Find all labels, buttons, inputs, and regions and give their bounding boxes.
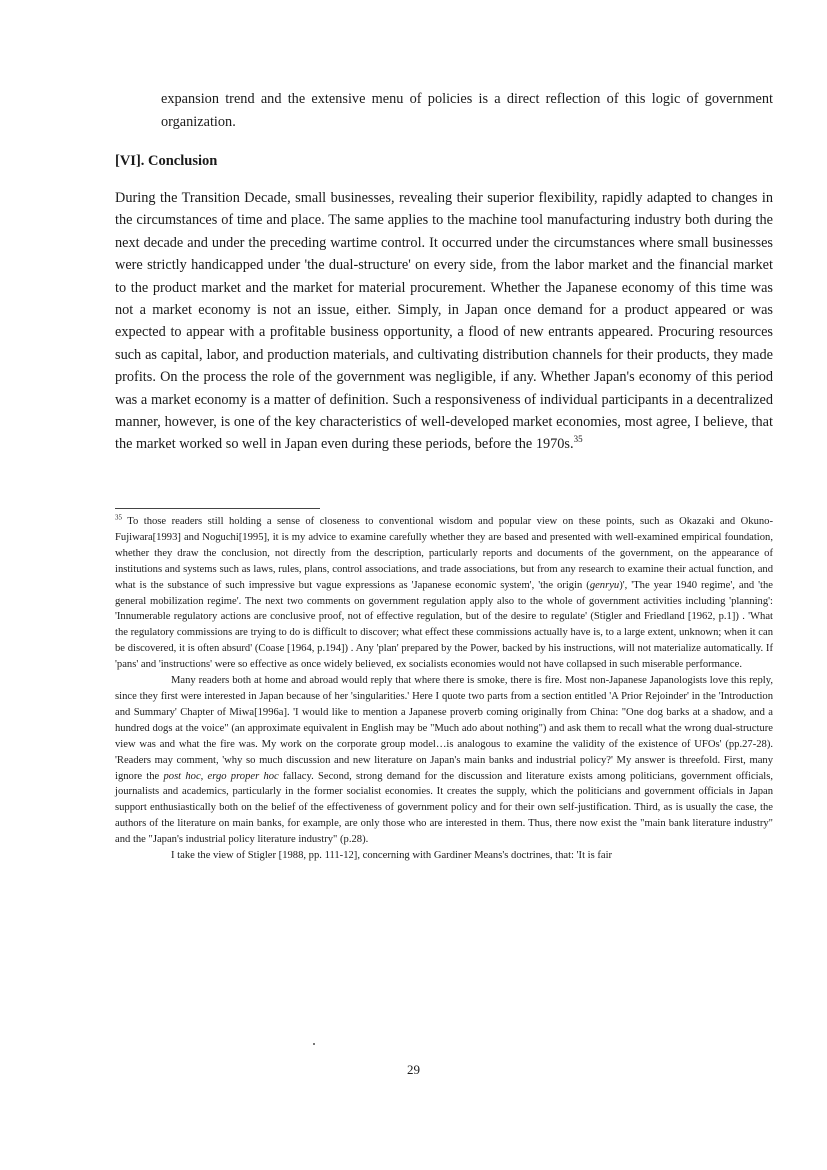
footnote-italic-term: post hoc, ergo proper hoc [163, 770, 279, 782]
conclusion-paragraph [115, 187, 773, 456]
conclusion-text: During the Transition Decade, small businesses, revealing their superior flexibility, rapidly adapted to changes in the circumstances of time and place. The same applies to the machine tool manufacturing industry both during the next decade and under the preceding wartime control. It occurred under the circumstances where small businesses were strictly handicapped under 'the dual-structure' on every side, from the labor market and the financial market to the product market and the market for material procurement. Whether the Japanese economy of this time was not a market economy is not an issue, either. Simply, in Japan once demand for a product appeared or was expected to appear with a profitable business opportunity, a flood of new entrants appeared. Procuring resources such as capital, labor, and production materials, and cultivating distribution channels for their products, they made profits. On the process the role of the government was negligible, if any. Whether Japan's economy of this period was a market economy is a matter of definition. Such a responsiveness of individual participants in a decentralized manner, however, is one of the key characteristics of well-developed market economies, most agree, I believe, that the market worked so well in Japan even during these periods, before the 1970s. [115, 190, 773, 453]
footnote-text: fallacy. Second, strong demand for the discussion and literature exists among politicians, government officials, journalists and academics, particularly in the former socialist economies. It creates the supply, which the politicians and government officials in Japan support enthusiastically both on the belief of the effectiveness of government policy and for their own self-justification. Third, as is usually the case, the authors of the literature on main banks, for example, are only those who are interested in them. Thus, there now exist the "main bank literature industry" and the "Japan's industrial policy literature industry" (p.28). [115, 770, 774, 846]
footnote-paragraph [115, 514, 773, 673]
footnote-text: To those readers still holding a sense of closeness to conventional wisdom and popular view on these points, such as Okazaki and Okuno-Fujiwara[1993] and Noguchi[1995], it is my advice to examine carefully whether they are based and presented with well-examined empirical foundation, whether they draw the conclusion, not directly from the description, particularly reports and documents of the government, on the appearance of institutions and systems such as laws, rules, plans, control associations, and trade associations, but from any research to examine their actual function, and what is the substance of such impressive but vague expressions as 'Japanese economic system', 'the origin ( [115, 516, 773, 591]
footnote-separator [115, 508, 320, 509]
footnote [115, 514, 773, 864]
footnote-marker: 35 [115, 513, 122, 522]
footnote-paragraph [115, 673, 773, 848]
footnote-italic-term: genryu [589, 579, 620, 591]
footnote-paragraph [115, 848, 773, 864]
footnote-text: Many readers both at home and abroad would reply that where there is smoke, there is fire. Most non-Japanese Japanologists love this reply, since they first were interested in Japan because of her 'singularities.' Here I quote two parts from a section entitled 'A Prior Rejoinder' in the 'Introduction and Summary' Chapter of Miwa[1996a]. 'I would like to mention a Japanese proverb coming originally from China: "One dog barks at a shadow, and a hundred dogs at the voice" (an approximate equivalent in English may be "Much ado about nothing") and ask them to recall what the wrong dual-structure view was and what the fire was. My work on the corporate group model…is analogous to examine the validity of the existence of UFOs' (pp.27-28). 'Readers may comment, 'why so much discussion and new literature on Japan's main banks and industrial policy?' My answer is threefold. First, many ignore the [115, 675, 773, 782]
footnote-reference[interactable]: 35 [573, 434, 583, 445]
footnote-text: I take the view of Stigler [1988, pp. 111-12], concerning with Gardiner Means's doctrines, that: 'It is fair [171, 850, 613, 862]
footnote-text: )', 'The year 1940 regime', and 'the general mobilization regime'. The next two comments on government regulation apply also to the whole of government activities including 'planning': 'Innumerable regulatory actions are conclusive proof, not of effective regulation, but of the desire to regulate' (Stigler and Friedland [1962, p.1]) . 'What the regulatory commissions are trying to do is difficult to discover; what effect these commissions actually have is, to a large extent, unknown; when it can be discovered, it is often absurd' (Coase [1964, p.194]) . Any 'plan' prepared by the Power, backed by his instructions, will not materialize automatically. If 'pans' and 'instructions' were so effective as once widely believed, ex socialists economies would not have collapsed in such miserable performance. [115, 579, 774, 671]
continued-paragraph: expansion trend and the extensive menu of policies is a direct reflection of this logic of government organization. [161, 91, 773, 130]
section-heading: [VI]. Conclusion [115, 153, 218, 169]
stray-mark [313, 1043, 315, 1045]
page-number: 29 [407, 1062, 420, 1077]
